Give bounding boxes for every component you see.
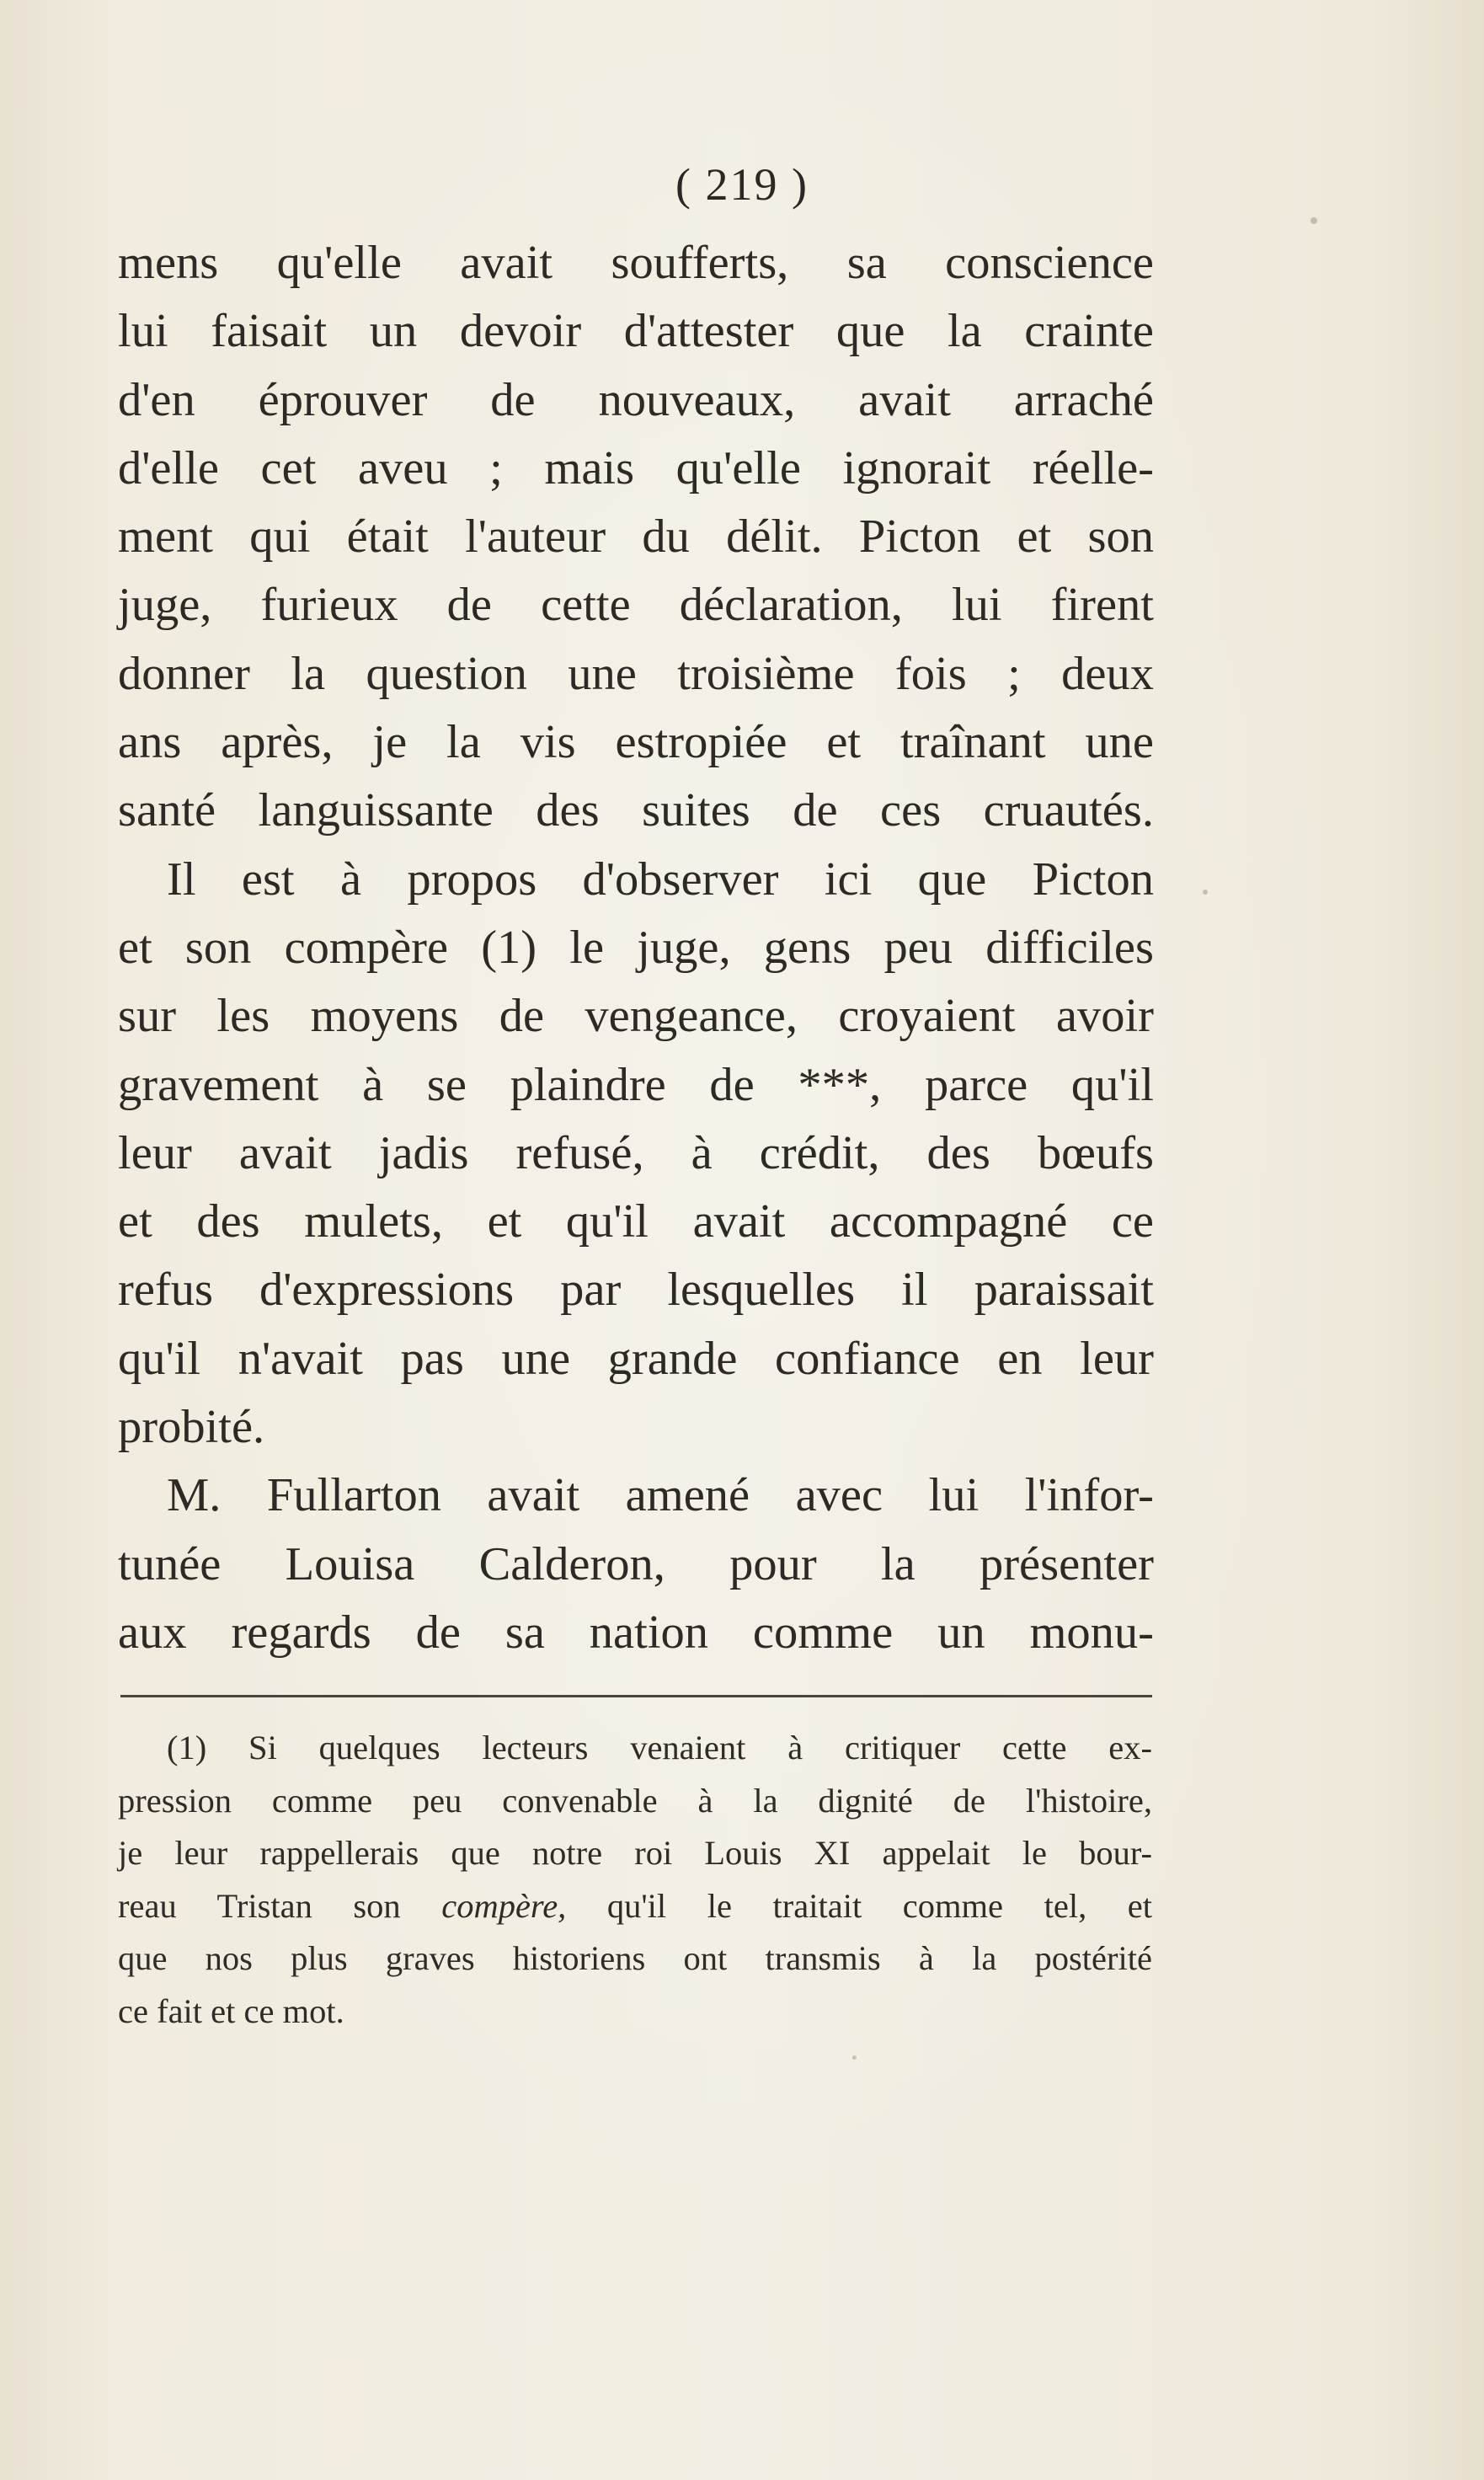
paragraph-start-line: M. Fullarton avait amené avec lui l'infor- (167, 1469, 1154, 1522)
paragraph-start-line: Il est à propos d'observer ici que Picton (167, 852, 1154, 906)
text-line: et des mulets, et qu'il avait accompagné ce (118, 1195, 1154, 1248)
paper-speck (1311, 217, 1317, 224)
footnote-line: je leur rappellerais que notre roi Louis XI appelait le bour- (118, 1834, 1152, 1872)
text-line: leur avait jadis refusé, à crédit, des bœufs (118, 1126, 1154, 1179)
paragraph-end-line: probité. (118, 1401, 265, 1454)
footnote-rule (120, 1695, 1152, 1697)
text-line: d'en éprouver de nouveaux, avait arraché (118, 373, 1154, 426)
footnote (118, 1722, 1152, 2038)
text-line: sur les moyens de vengeance, croyaient avoir (118, 990, 1154, 1043)
paper-speck (852, 2055, 857, 2060)
text-line: mens qu'elle avait soufferts, sa conscience (118, 237, 1154, 289)
footnote-line: (1) Si quelques lecteurs venaient à critiquer cette ex- (167, 1729, 1152, 1766)
text-line: qu'il n'avait pas une grande confiance en leur (118, 1332, 1154, 1385)
text-line: ans après, je la vis estropiée et traînant une (118, 716, 1154, 769)
text-line: tunée Louisa Calderon, pour la présenter (118, 1537, 1154, 1590)
footnote-line (118, 1880, 1152, 1933)
footnote-line: que nos plus graves historiens ont transmis à la postérité (118, 1939, 1152, 1977)
footnote-line: pression comme peu convenable à la dignité de l'histoire, (118, 1781, 1152, 1820)
body-text (118, 229, 1154, 1667)
text-line: refus d'expressions par lesquelles il paraissait (118, 1264, 1154, 1317)
paper-speck (1203, 890, 1208, 895)
text-line: aux regards de sa nation comme un monu- (118, 1606, 1154, 1659)
text-line: ment qui était l'auteur du délit. Picton et son (118, 510, 1154, 564)
text-line: et son compère (1) le juge, gens peu difficiles (118, 921, 1154, 974)
footnote-text: qu'il le traitait comme tel, et (566, 1886, 1152, 1925)
text-line: d'elle cet aveu ; mais qu'elle ignorait réelle- (118, 441, 1154, 494)
text-line: gravement à se plaindre de ***, parce qu'il (118, 1058, 1154, 1111)
text-line: santé languissante des suites de ces cruautés. (118, 784, 1154, 837)
footnote-line: ce fait et ce mot. (118, 1991, 344, 2030)
page-number: ( 219 ) (675, 159, 809, 210)
footnote-italic-word: compère, (441, 1886, 567, 1925)
text-line: juge, furieux de cette déclaration, lui firent (118, 579, 1154, 632)
text-line: lui faisait un devoir d'attester que la crainte (118, 305, 1154, 358)
text-line: donner la question une troisième fois ; deux (118, 647, 1154, 700)
footnote-text: reau Tristan son (118, 1886, 442, 1925)
